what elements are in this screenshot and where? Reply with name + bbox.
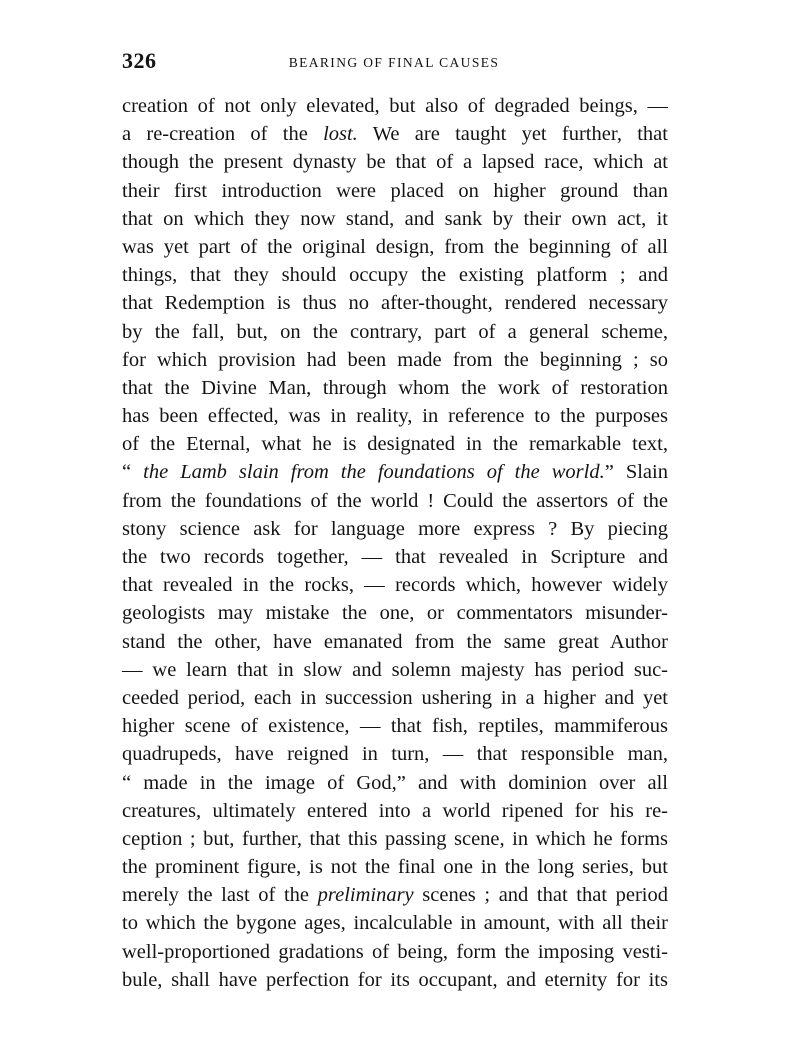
text-line [122, 402, 668, 430]
text-line [122, 205, 668, 233]
text-segment: quadrupeds, have reigned in turn, — that responsible man, [122, 743, 668, 766]
text-segment: by the fall, but, on the contrary, part of a general scheme, [122, 320, 668, 343]
text-line [122, 938, 668, 966]
text-segment: from the foundations of the world ! Could the assertors of the [122, 489, 668, 512]
text-segment: the prominent figure, is not the final one in the long series, but [122, 856, 668, 879]
text-line [122, 487, 668, 515]
text-segment: things, that they should occupy the existing platform ; and [122, 264, 668, 287]
text-segment: though the present dynasty be that of a lapsed race, which at [122, 151, 668, 174]
text-segment: that on which they now stand, and sank by their own act, it [122, 207, 668, 230]
text-line [122, 374, 668, 402]
text-line [122, 599, 668, 627]
text-line [122, 769, 668, 797]
page-number: 326 [122, 48, 157, 73]
text-segment: for which provision had been made from the beginning ; so [122, 348, 668, 371]
text-line [122, 120, 668, 148]
text-segment: that Redemption is thus no after-thought, rendered necessary [122, 292, 668, 315]
text-line [122, 740, 668, 768]
text-line [122, 92, 668, 120]
text-segment: the two records together, — that revealed in Scripture and [122, 546, 668, 568]
text-line [122, 177, 668, 205]
text-segment: well-proportioned gradations of being, form the imposing vesti- [122, 940, 668, 963]
text-segment: “ made in the image of God,” and with dominion over all [122, 771, 668, 794]
text-line [122, 881, 668, 909]
text-segment: their first introduction were placed on higher ground than [122, 179, 668, 202]
text-segment: higher scene of existence, — that fish, reptiles, mammiferous [122, 715, 668, 738]
text-line [122, 289, 668, 317]
text-segment: stand the other, have emanated from the same great Author [122, 630, 668, 653]
italic-text: the Lamb slain from the foundations of the world. [143, 461, 605, 484]
text-segment: creation of not only elevated, but also of degraded beings, — [122, 95, 668, 117]
text-segment: stony science ask for language more express ? By piecing [122, 517, 668, 540]
italic-text: lost. [323, 123, 358, 146]
text-segment: bule, shall have perfection for its occupant, and eternity for its [122, 968, 668, 991]
text-segment: that the Divine Man, through whom the work of restoration [122, 376, 668, 399]
text-segment: a re-creation of the [122, 123, 324, 146]
text-line [122, 712, 668, 740]
text-segment: geologists may mistake the one, or commentators misunder- [122, 602, 668, 625]
text-line [122, 684, 668, 712]
text-segment: ceeded period, each in succession ushering in a higher and yet [122, 686, 668, 709]
text-line [122, 261, 668, 289]
text-segment: was yet part of the original design, from the beginning of all [122, 235, 668, 258]
italic-text: preliminary [317, 884, 414, 907]
text-line [122, 458, 668, 486]
text-line [122, 430, 668, 458]
text-segment: of the Eternal, what he is designated in the remarkable text, [122, 433, 668, 456]
text-line [122, 825, 668, 853]
text-line [122, 543, 668, 571]
text-segment: ” Slain [604, 461, 668, 484]
text-line [122, 571, 668, 599]
text-segment: that revealed in the rocks, — records which, however widely [122, 574, 668, 597]
text-segment: creatures, ultimately entered into a world ripened for his re- [122, 799, 668, 822]
text-line [122, 628, 668, 656]
text-line [122, 656, 668, 684]
text-line [122, 318, 668, 346]
text-line [122, 148, 668, 176]
text-segment: to which the bygone ages, incalculable in amount, with all their [122, 912, 668, 935]
body-text [122, 92, 668, 994]
text-segment: ception ; but, further, that this passing scene, in which he forms [122, 827, 668, 850]
text-segment: merely the last of the [122, 884, 318, 907]
text-segment: has been effected, was in reality, in reference to the purposes [122, 405, 668, 428]
text-segment: We are taught yet further, that [357, 123, 668, 146]
text-segment: “ [122, 461, 144, 484]
text-line [122, 909, 668, 937]
text-line [122, 233, 668, 261]
text-line [122, 853, 668, 881]
running-head: BEARING OF FINAL CAUSES [288, 55, 500, 70]
page-header [122, 48, 666, 78]
text-line [122, 515, 668, 543]
text-line [122, 797, 668, 825]
text-line [122, 346, 668, 374]
text-segment: scenes ; and that that period [413, 884, 668, 907]
text-segment: — we learn that in slow and solemn majesty has period suc- [122, 658, 668, 681]
text-line [122, 966, 668, 994]
